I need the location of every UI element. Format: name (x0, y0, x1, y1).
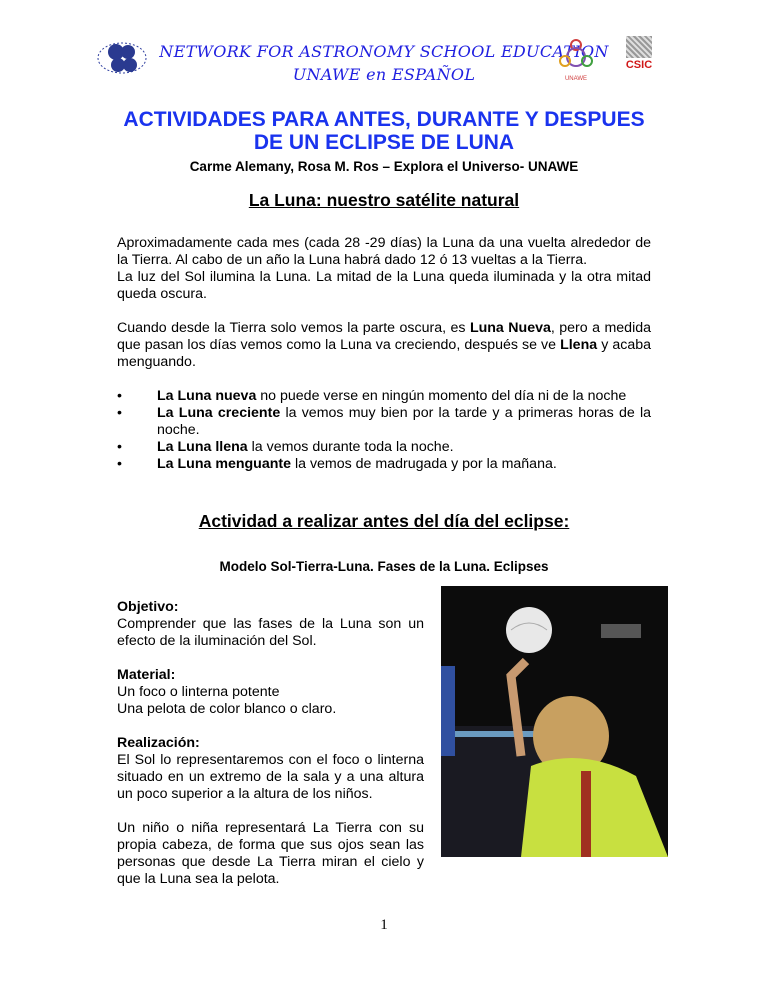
text-bold: Llena (560, 337, 598, 353)
label-material: Material: (117, 667, 176, 683)
text-bold: La Luna nueva (157, 388, 257, 404)
unawe-logo (557, 37, 595, 82)
paragraph: Un niño o niña representará La Tierra con su propia cabeza, de forma que sus ojos sean las personas que desde La Tierra miran el cielo y que la Luna sea la pelota. (117, 820, 424, 887)
text-bold: La Luna menguante (157, 456, 292, 472)
title-line1: ACTIVIDADES PARA ANTES, DURANTE Y DESPUES (123, 108, 645, 131)
authors: Carme Alemany, Rosa M. Ros – Explora el Universo- UNAWE (189, 159, 579, 174)
text-bold: La Luna llena (157, 439, 248, 455)
moon-phases-list (117, 388, 651, 473)
text: la vemos durante toda la noche. (247, 439, 454, 455)
text-bold: La Luna creciente (157, 405, 281, 421)
paragraph: Una pelota de color blanco o claro. (117, 701, 337, 717)
paragraph: Un foco o linterna potente (117, 684, 280, 700)
text: Cuando desde la Tierra solo vemos la parte oscura, es (117, 320, 470, 336)
csic-logo (624, 36, 654, 76)
list-item (117, 388, 651, 405)
title-line2: DE UN ECLIPSE DE LUNA (253, 131, 515, 154)
text: la vemos muy bien por la tarde y a primeras horas de la noche. (157, 405, 651, 438)
section2-heading: Actividad a realizar antes del día del eclipse: (198, 511, 570, 531)
list-item (117, 439, 651, 456)
text: no puede verse en ningún momento del día ni de la noche (256, 388, 627, 404)
paragraph: Aproximadamente cada mes (cada 28 -29 días) la Luna da una vuelta alrededor de la Tierra. Al cabo de un año la Luna habrá dado 12 ó 13 vueltas a la Tierra. (117, 235, 651, 268)
text: y acaba menguando. (117, 337, 651, 370)
page-number: 1 (380, 917, 388, 933)
text: la vemos de madrugada y por la mañana. (291, 456, 557, 472)
list-item (117, 456, 651, 473)
paragraph: El Sol lo representaremos con el foco o linterna situado en un extremo de la sala y a una altura un poco superior a la altura de los niños. (117, 752, 424, 802)
paragraph: Comprender que las fases de la Luna son un efecto de la iluminación del Sol. (117, 616, 424, 649)
section1-body (117, 235, 651, 473)
unawe-logo-text: UNAWE (564, 76, 588, 82)
section1-heading: La Luna: nuestro satélite natural (248, 190, 520, 210)
label-objetivo: Objetivo: (117, 599, 179, 615)
child-with-ball-photo (441, 586, 668, 857)
paragraph (117, 320, 651, 371)
text-bold: Luna Nueva (469, 320, 551, 336)
header-line2: UNAWE en ESPAÑOL (292, 65, 476, 84)
section2-body (117, 599, 424, 888)
csic-logo-text: CSIC (625, 59, 653, 71)
section2-subheading: Modelo Sol-Tierra-Luna. Fases de la Luna. Eclipses (219, 559, 549, 574)
list-item (117, 405, 651, 439)
label-realizacion: Realización: (117, 735, 200, 751)
text: , pero a medida que pasan los días vemos como la Luna va creciendo, después se ve (117, 320, 652, 353)
paragraph: La luz del Sol ilumina la Luna. La mitad de la Luna queda iluminada y la otra mitad queda oscura. (117, 269, 651, 302)
header-line1: NETWORK FOR ASTRONOMY SCHOOL EDUCATION (159, 42, 609, 61)
